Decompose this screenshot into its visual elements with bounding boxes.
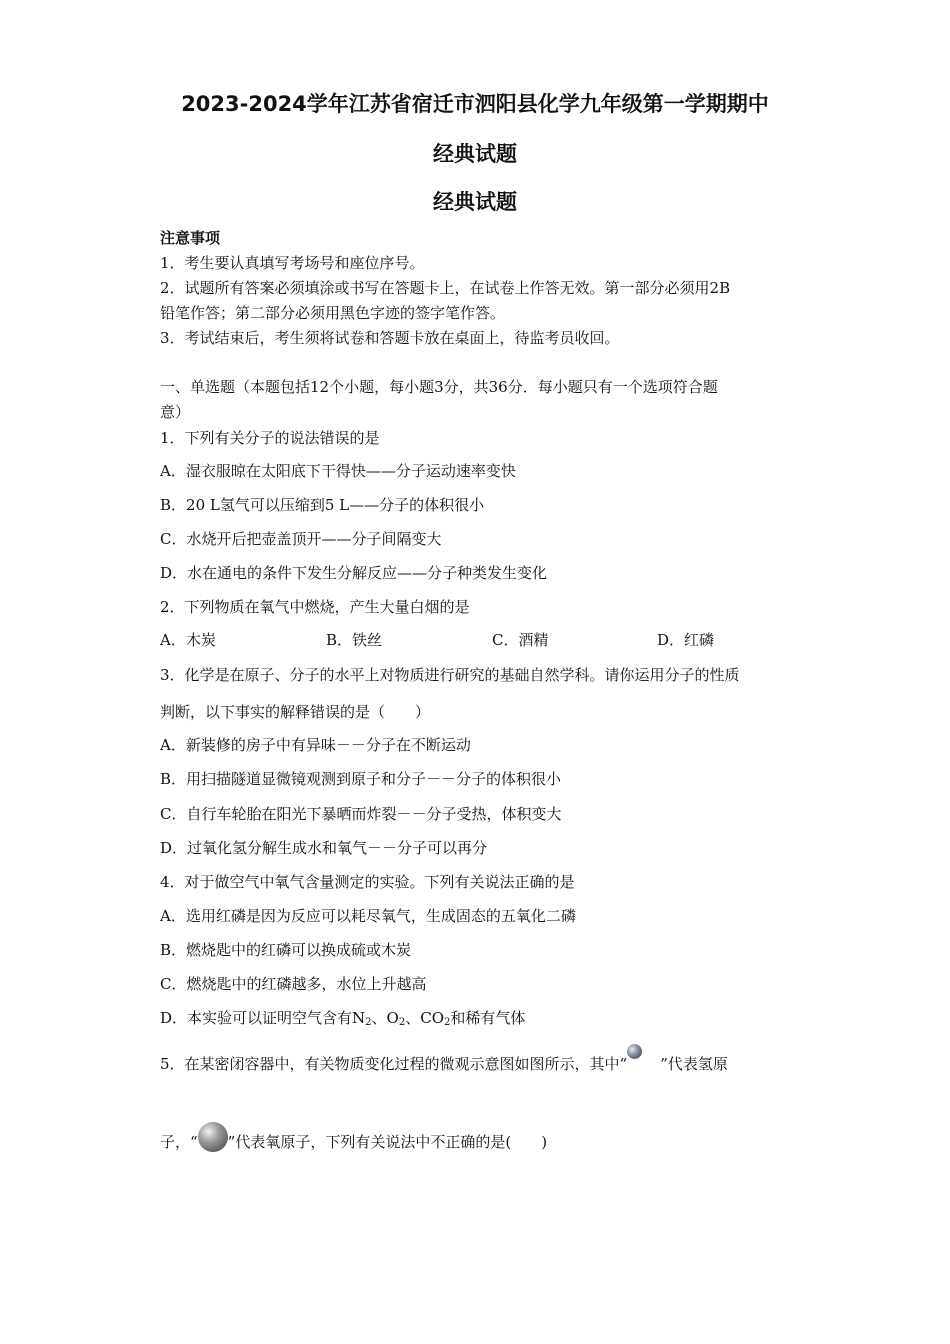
q3-stem-a: 3．化学是在原子、分子的水平上对物质进行研究的基础自然学科。请你运用分子的性质	[160, 666, 740, 684]
q4-option-d-text: 、CO	[405, 1009, 444, 1027]
q4-option-b: B．燃烧匙中的红磷可以换成硫或木炭	[160, 941, 412, 959]
q4-option-d-text: 、O	[371, 1009, 399, 1027]
exam-subtitle: 经典试题	[433, 190, 517, 214]
q3-option-a: A．新装修的房子中有异味－－分子在不断运动	[160, 736, 471, 754]
section-heading-b: 意）	[160, 403, 191, 421]
q2-option-a: A．木炭	[160, 631, 216, 649]
q4-option-d	[160, 1007, 800, 1028]
q5-stem-text: 5．在某密闭容器中，有关物质变化过程的微观示意图如图所示，其中“	[160, 1055, 628, 1073]
exam-title-line2: 经典试题	[433, 142, 517, 166]
q3-option-b: B．用扫描隧道显微镜观测到原子和分子－－分子的体积很小	[160, 770, 562, 788]
q5-stem-text: ”代表氧原子，下列有关说法中不正确的是( )	[227, 1133, 548, 1151]
q4-option-d-text: D．本实验可以证明空气含有N	[160, 1009, 366, 1027]
hydrogen-atom-icon	[627, 1044, 642, 1059]
q2-option-c: C．酒精	[492, 631, 549, 649]
q1-option-c: C．水烧开后把壶盖顶开——分子间隔变大	[160, 530, 442, 548]
q3-stem-b: 判断，以下事实的解释错误的是（ ）	[160, 703, 431, 721]
notice-item-2b: 铅笔作答；第二部分必须用黑色字迹的签字笔作答。	[160, 304, 506, 322]
notice-item-1: 1．考生要认真填写考场号和座位序号。	[160, 254, 425, 272]
q2-option-b: B．铁丝	[326, 631, 383, 649]
q5-stem-text: ”代表氢原	[660, 1055, 728, 1073]
q3-option-c: C．自行车轮胎在阳光下暴晒而炸裂－－分子受热，体积变大	[160, 805, 562, 823]
q5-stem-line2	[160, 1128, 800, 1158]
notice-item-2a: 2．试题所有答案必须填涂或书写在答题卡上，在试卷上作答无效。第一部分必须用2B	[160, 279, 731, 297]
q2-options	[160, 629, 800, 649]
q4-stem: 4．对于做空气中氧气含量测定的实验。下列有关说法正确的是	[160, 873, 575, 891]
exam-title-line1: 2023-2024学年江苏省宿迁市泗阳县化学九年级第一学期期中	[181, 92, 769, 116]
q1-stem: 1．下列有关分子的说法错误的是	[160, 429, 380, 447]
q1-option-b: B．20 L氢气可以压缩到5 L——分子的体积很小	[160, 496, 485, 514]
q1-option-d: D．水在通电的条件下发生分解反应——分子种类发生变化	[160, 564, 548, 582]
section-heading-a: 一、单选题（本题包括12个小题，每小题3分，共36分．每小题只有一个选项符合题	[160, 378, 718, 396]
q4-option-a: A．选用红磷是因为反应可以耗尽氧气，生成固态的五氧化二磷	[160, 907, 576, 925]
q5-stem-line1	[160, 1053, 800, 1074]
oxygen-atom-icon	[198, 1122, 228, 1152]
notice-item-3: 3．考试结束后，考生须将试卷和答题卡放在桌面上，待监考员收回。	[160, 329, 620, 347]
notice-heading: 注意事项	[160, 229, 221, 247]
q4-option-d-text: 和稀有气体	[450, 1009, 526, 1027]
q2-stem: 2．下列物质在氧气中燃烧，产生大量白烟的是	[160, 598, 470, 616]
q3-option-d: D．过氧化氢分解生成水和氧气－－分子可以再分	[160, 839, 488, 857]
q1-option-a: A．湿衣服晾在太阳底下干得快——分子运动速率变快	[160, 462, 516, 480]
subscript: 2	[398, 1017, 406, 1028]
q2-option-d: D．红磷	[657, 631, 715, 649]
subscript: 2	[444, 1017, 451, 1028]
q5-stem-text: 子，“	[160, 1133, 198, 1151]
subscript: 2	[365, 1017, 372, 1028]
q4-option-c: C．燃烧匙中的红磷越多，水位上升越高	[160, 975, 427, 993]
